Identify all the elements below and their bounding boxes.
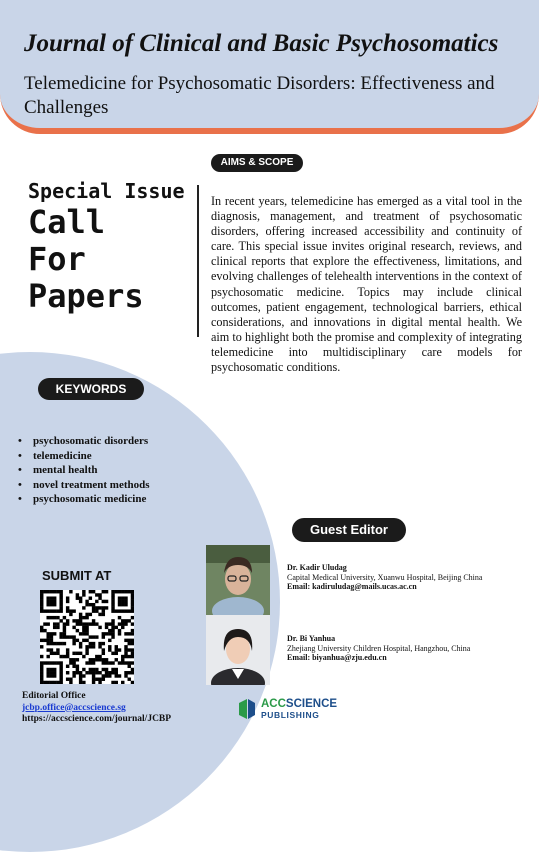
aims-scope-text: In recent years, telemedicine has emerged as a vital tool in the diagnosis, management, and treatment of psychosomatic disorders, offering increased accessibility and continuity of care. This special issue invites original research, reviews, and clinical reports that explore the effectiveness, limitations, and evolving challenges of telehealth interventions in the context of psychosomatic medicine. Topics may include clinical outcomes, patient engagement, technological barriers, ethical considerations, and innovations in digital mental health. We aim to highlight both the promise and complexity of integrating telemedicine into multidisciplinary care models for psychosomatic conditions.	[211, 194, 522, 375]
office-url[interactable]: https://accscience.com/journal/JCBP	[22, 714, 172, 724]
editorial-office	[22, 691, 171, 726]
editor-name: Dr. Kadir Uludag	[287, 563, 347, 572]
editor-affiliation: Capital Medical University, Xuanwu Hospital, Beijing China	[287, 572, 483, 582]
editor-name: Dr. Bi Yanhua	[287, 634, 336, 643]
article-title: Telemedicine for Psychosomatic Disorders: Effectiveness and Challenges	[24, 73, 495, 118]
keyword-item: • psychosomatic disorders	[18, 434, 150, 449]
editor-email: Email: kadiruludag@mails.ucas.ac.cn	[287, 582, 417, 592]
keywords-label: KEYWORDS	[38, 378, 144, 400]
special-issue-text: Special Issue	[28, 179, 185, 203]
editor-email: Email: biyanhua@zju.edu.cn	[287, 653, 387, 663]
editor-photo-kadir	[206, 545, 270, 615]
logo-text-publishing: PUBLISHING	[261, 710, 320, 720]
editor-info-bi	[287, 634, 501, 663]
call-text: Call	[28, 203, 106, 241]
guest-editor-label: Guest Editor	[292, 518, 406, 542]
keywords-list	[18, 434, 150, 507]
editor-affiliation: Zhejiang University Children Hospital, Hangzhou, China	[287, 643, 471, 653]
vertical-divider	[197, 185, 199, 337]
keyword-item: • mental health	[18, 463, 150, 478]
call-for-papers	[28, 178, 185, 315]
journal-title: Journal of Clinical and Basic Psychosomatics	[24, 30, 499, 57]
editorial-office-title: Editorial Office	[22, 691, 86, 701]
logo-text-science: SCIENCE	[285, 698, 338, 710]
editor-photo-bi	[206, 615, 270, 685]
aims-scope-label: AIMS & SCOPE	[211, 154, 303, 172]
keyword-item: • psychosomatic medicine	[18, 492, 150, 507]
logo-text-acc: ACC	[261, 698, 286, 710]
qr-code[interactable]	[40, 590, 134, 684]
editor-info-kadir	[287, 563, 501, 592]
for-text: For	[28, 240, 86, 278]
papers-text: Papers	[28, 277, 144, 315]
qr-code-graphic	[40, 590, 134, 684]
submit-at-label: SUBMIT AT	[42, 568, 112, 583]
office-email-link[interactable]: jcbp.office@accscience.sg	[22, 702, 126, 713]
keyword-item: • telemedicine	[18, 449, 150, 464]
publisher-logo-icon	[237, 697, 257, 721]
keyword-item: • novel treatment methods	[18, 478, 150, 493]
